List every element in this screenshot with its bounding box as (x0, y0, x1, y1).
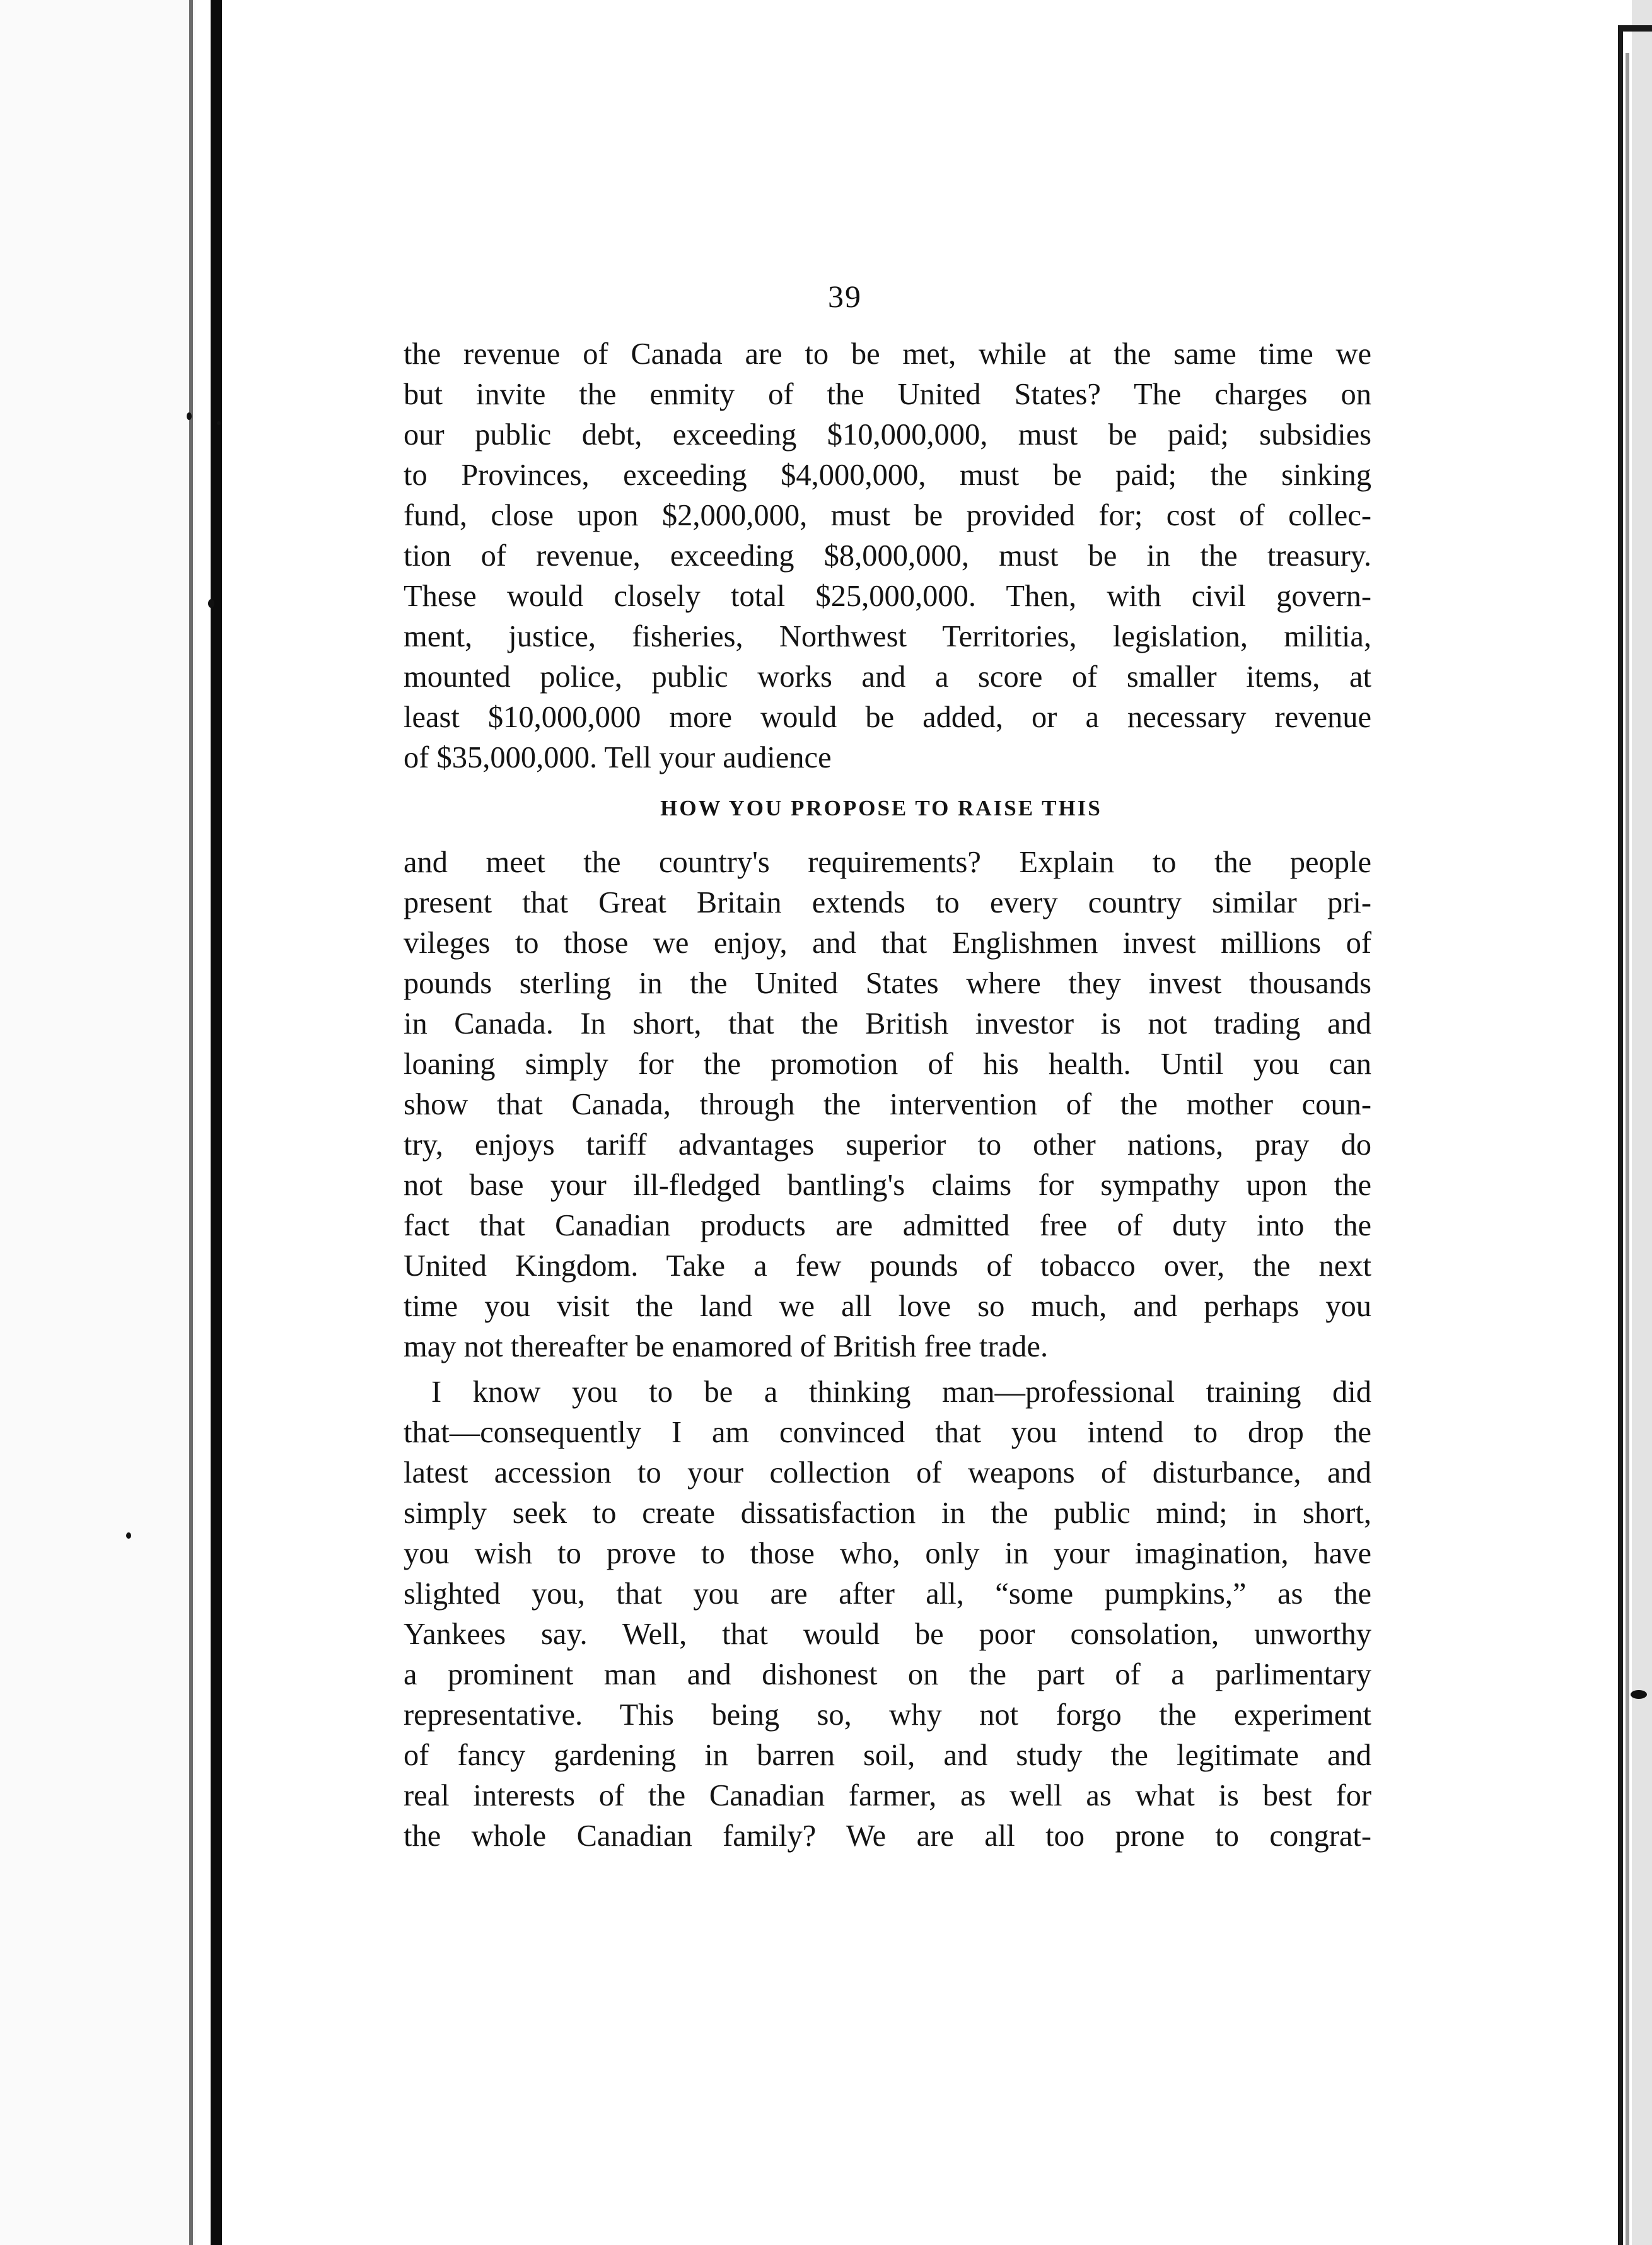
book-spine-gutter (211, 0, 222, 2245)
paragraph-gap (404, 1367, 1371, 1372)
paragraph-2 (404, 843, 1371, 1367)
right-border-line (1618, 25, 1623, 2245)
text-line: representative. This being so, why not forgo the experiment (404, 1698, 1371, 1732)
text-line: These would closely total $25,000,000. Then, with civil govern- (404, 580, 1371, 613)
text-line: pounds sterling in the United States where they invest thousands (404, 967, 1371, 1000)
text-line: our public debt, exceeding $10,000,000, must be paid; subsidies (404, 418, 1371, 452)
text-line: I know you to be a thinking man—professional training did (431, 1375, 1371, 1409)
text-line: not base your ill-fledged bantling's claims for sympathy upon the (404, 1169, 1371, 1202)
text-line: vileges to those we enjoy, and that Englishmen invest millions of (404, 926, 1371, 960)
text-line: may not thereafter be enamored of British free trade. (404, 1330, 1049, 1363)
text-line: show that Canada, through the intervention of the mother coun- (404, 1088, 1371, 1121)
paragraph-3 (404, 1372, 1371, 1857)
text-line: fact that Canadian products are admitted free of duty into the (404, 1209, 1371, 1242)
text-line: the whole Canadian family? We are all too prone to congrat- (404, 1819, 1371, 1853)
text-line: latest accession to your collection of weapons of disturbance, and (404, 1456, 1371, 1490)
text-line: the revenue of Canada are to be met, while at the same time we (404, 337, 1371, 371)
page-body (404, 334, 1371, 1857)
text-line: that—consequently I am convinced that you intend to drop the (404, 1416, 1371, 1449)
text-line: mounted police, public works and a score of smaller items, at (404, 660, 1371, 694)
section-heading: HOW YOU PROPOSE TO RAISE THIS (660, 796, 1102, 820)
right-page-edge (1632, 0, 1652, 2245)
text-line: a prominent man and dishonest on the part of a parlimentary (404, 1658, 1371, 1691)
text-line: least $10,000,000 more would be added, or a necessary revenue (404, 701, 1371, 734)
scan-speck (1631, 1690, 1647, 1699)
text-line: in Canada. In short, that the British investor is not trading and (404, 1007, 1371, 1041)
text-line: loaning simply for the promotion of his health. Until you can (404, 1047, 1371, 1081)
text-line: to Provinces, exceeding $4,000,000, must be paid; the sinking (404, 458, 1371, 492)
scan-speck (208, 599, 214, 608)
right-border-shadow (1626, 53, 1629, 2245)
text-line: you wish to prove to those who, only in your imagination, have (404, 1537, 1371, 1570)
spine-shadow-line (189, 0, 193, 2245)
scan-speck (187, 412, 192, 420)
text-line: time you visit the land we all love so much, and perhaps you (404, 1290, 1371, 1323)
scan-speck (217, 421, 221, 425)
right-border-top (1618, 25, 1652, 32)
scan-speck (126, 1532, 131, 1539)
text-line: simply seek to create dissatisfaction in the public mind; in short, (404, 1496, 1371, 1530)
text-line: but invite the enmity of the United States? The charges on (404, 378, 1371, 411)
text-line: slighted you, that you are after all, “some pumpkins,” as the (404, 1577, 1371, 1611)
paragraph-1 (404, 334, 1371, 778)
text-line: try, enjoys tariff advantages superior to other nations, pray do (404, 1128, 1371, 1162)
page-number: 39 (828, 279, 862, 314)
text-line: of $35,000,000. Tell your audience (404, 741, 832, 774)
text-line: present that Great Britain extends to every country similar pri- (404, 886, 1371, 919)
text-line: and meet the country's requirements? Explain to the people (404, 846, 1371, 879)
text-line: fund, close upon $2,000,000, must be provided for; cost of collec- (404, 499, 1371, 532)
text-line: tion of revenue, exceeding $8,000,000, must be in the treasury. (404, 539, 1371, 573)
text-line: of fancy gardening in barren soil, and study the legitimate and (404, 1739, 1371, 1772)
facing-page-edge (0, 0, 195, 2245)
text-line: Yankees say. Well, that would be poor consolation, unworthy (404, 1618, 1371, 1651)
text-line: ment, justice, fisheries, Northwest Territories, legislation, militia, (404, 620, 1371, 653)
text-line: United Kingdom. Take a few pounds of tobacco over, the next (404, 1249, 1371, 1283)
text-line: real interests of the Canadian farmer, as well as what is best for (404, 1779, 1371, 1812)
